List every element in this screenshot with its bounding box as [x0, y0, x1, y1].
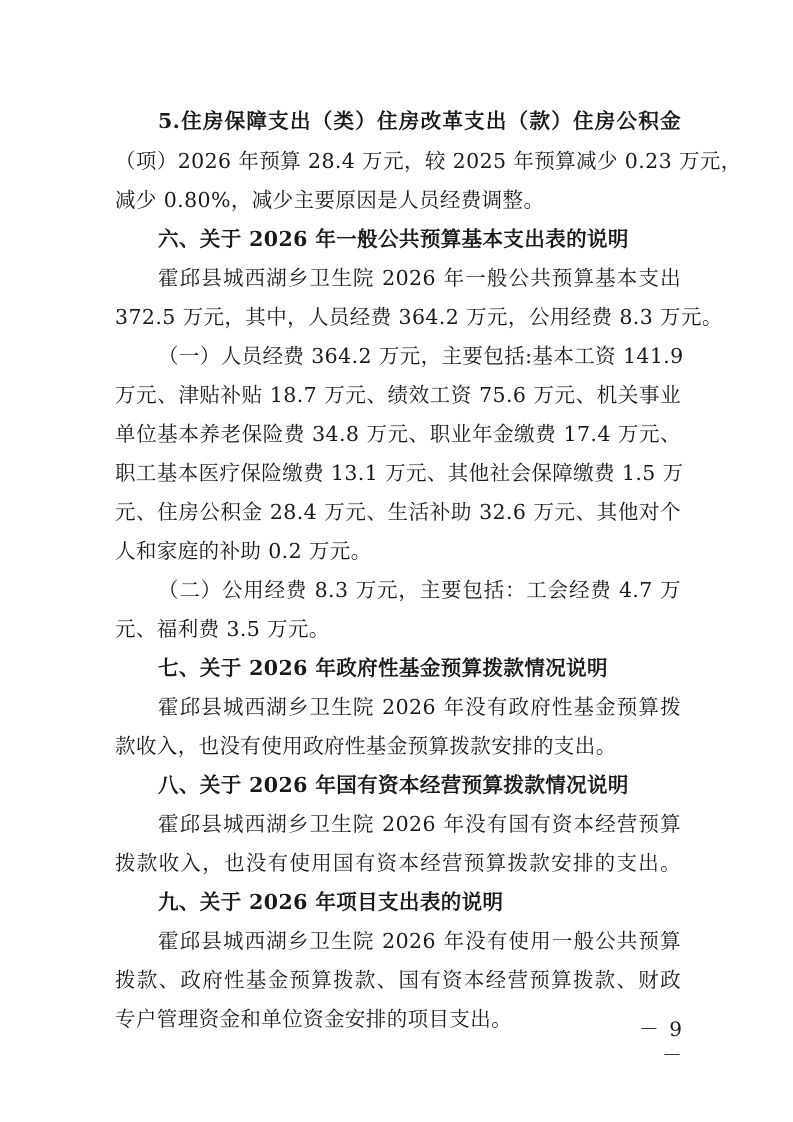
paragraph-line: 款收入，也没有使用政府性基金预算拨款安排的支出。: [115, 734, 617, 758]
public-expense-line: （二）公用经费 8.3 万元，主要包括：工会经费 4.7 万: [158, 578, 681, 602]
paragraph-line: 拨款收入，也没有使用国有资本经营预算拨款安排的支出。: [115, 851, 681, 875]
housing-fund-item-heading: 5.住房保障支出（类）住房改革支出（款）住房公积金: [158, 109, 681, 133]
personnel-expense-line: 单位基本养老保险费 34.8 万元、职业年金缴费 17.4 万元、: [115, 422, 681, 446]
personnel-expense-line: （一）人员经费 364.2 万元，主要包括:基本工资 141.9: [158, 344, 684, 368]
page-number: － 9 －: [638, 1017, 684, 1067]
paragraph-line: 372.5 万元，其中，人员经费 364.2 万元，公用经费 8.3 万元。: [115, 305, 723, 329]
paragraph-line: 霍邱县城西湖乡卫生院 2026 年没有政府性基金预算拨: [158, 695, 681, 719]
paragraph-line: 拨款、政府性基金预算拨款、国有资本经营预算拨款、财政: [115, 968, 681, 992]
public-expense-line: 元、福利费 3.5 万元。: [115, 617, 330, 641]
paragraph-line: 霍邱县城西湖乡卫生院 2026 年没有使用一般公共预算: [158, 929, 681, 953]
personnel-expense-line: 元、住房公积金 28.4 万元、生活补助 32.6 万元、其他对个: [115, 500, 681, 524]
housing-fund-item-text: 减少 0.80%，减少主要原因是人员经费调整。: [115, 188, 545, 212]
section-heading-six: 六、关于 2026 年一般公共预算基本支出表的说明: [158, 227, 629, 251]
section-heading-eight: 八、关于 2026 年国有资本经营预算拨款情况说明: [158, 773, 629, 797]
paragraph-line: 霍邱县城西湖乡卫生院 2026 年没有国有资本经营预算: [158, 812, 681, 836]
section-heading-nine: 九、关于 2026 年项目支出表的说明: [158, 890, 504, 914]
paragraph-line: 霍邱县城西湖乡卫生院 2026 年一般公共预算基本支出: [158, 266, 681, 290]
section-heading-seven: 七、关于 2026 年政府性基金预算拨款情况说明: [158, 656, 608, 680]
personnel-expense-line: 职工基本医疗保险缴费 13.1 万元、其他社会保障缴费 1.5 万: [115, 461, 684, 485]
housing-fund-item-text: （项）2026 年预算 28.4 万元，较 2025 年预算减少 0.23 万元，: [115, 149, 742, 173]
personnel-expense-line: 人和家庭的补助 0.2 万元。: [115, 539, 372, 563]
paragraph-line: 专户管理资金和单位资金安排的项目支出。: [115, 1007, 513, 1031]
personnel-expense-line: 万元、津贴补贴 18.7 万元、绩效工资 75.6 万元、机关事业: [115, 383, 681, 407]
